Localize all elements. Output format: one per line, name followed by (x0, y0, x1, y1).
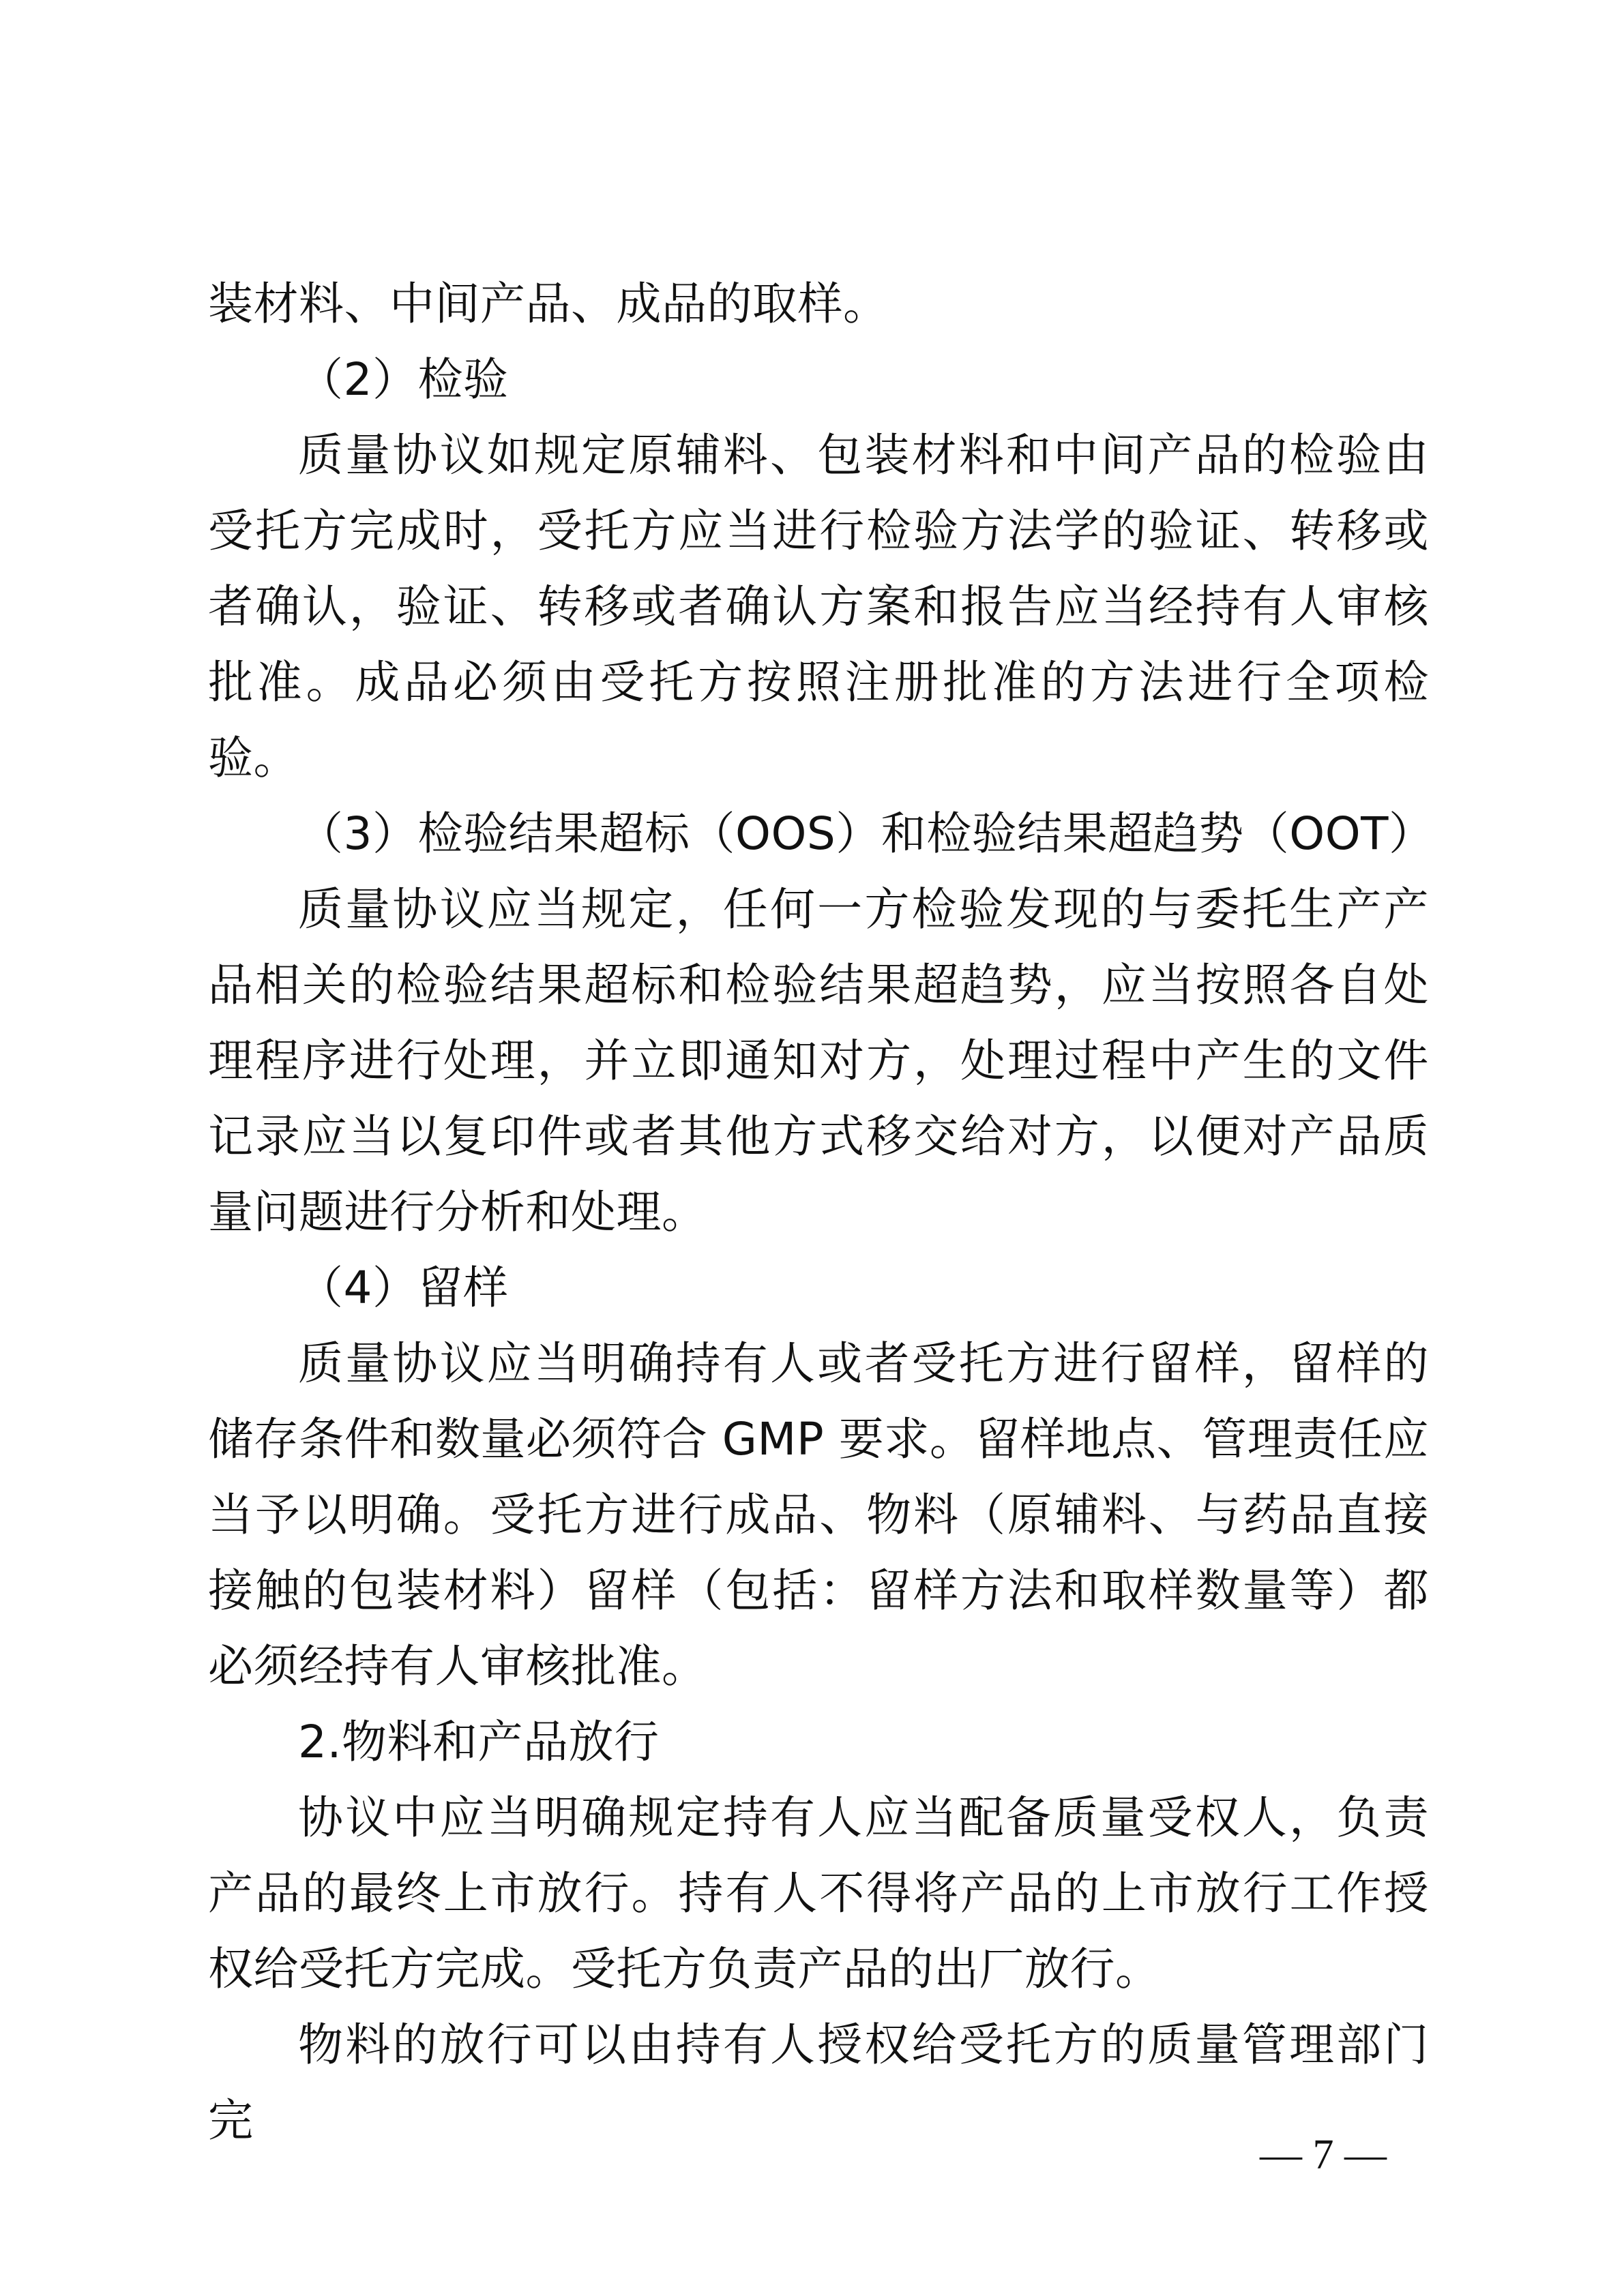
paragraph-inspection: 质量协议如规定原辅料、包装材料和中间产品的检验由受托方完成时，受托方应当进行检验方法学的验证、转移或者确认，验证、转移或者确认方案和报告应当经持有人审核批准。成品必须由受托方按照注册批准的方法进行全项检验。 (208, 429, 1429, 784)
document-body (208, 266, 1434, 2158)
section-heading-retention-samples: （4）留样 (298, 1262, 509, 1314)
section-heading-oos-oot: （3）检验结果超标（OOS）和检验结果超趋势（OOT） (298, 807, 1434, 860)
section-heading-release: 2.物料和产品放行 (298, 1716, 660, 1768)
paragraph-continuation: 装材料、中间产品、成品的取样。 (208, 278, 889, 330)
paragraph-product-release: 协议中应当明确规定持有人应当配备质量受权人，负责产品的最终上市放行。持有人不得将产品的上市放行工作授权给受托方完成。受托方负责产品的出厂放行。 (208, 1791, 1429, 1995)
paragraph-retention-samples: 质量协议应当明确持有人或者受托方进行留样，留样的储存条件和数量必须符合 GMP 要求。留样地点、管理责任应当予以明确。受托方进行成品、物料（原辅料、与药品直接接触的包装材料）留样（包括：留样方法和取样数量等）都必须经持有人审核批准。 (208, 1337, 1429, 1693)
section-heading-inspection: （2）检验 (298, 353, 509, 406)
page-number: — 7 — (1260, 2132, 1387, 2178)
paragraph-material-release: 物料的放行可以由持有人授权给受托方的质量管理部门完 (208, 2018, 1429, 2147)
paragraph-oos-oot: 质量协议应当规定，任何一方检验发现的与委托生产产品相关的检验结果超标和检验结果超趋势，应当按照各自处理程序进行处理，并立即通知对方，处理过程中产生的文件记录应当以复印件或者其他方式移交给对方，以便对产品质量问题进行分析和处理。 (208, 883, 1429, 1238)
